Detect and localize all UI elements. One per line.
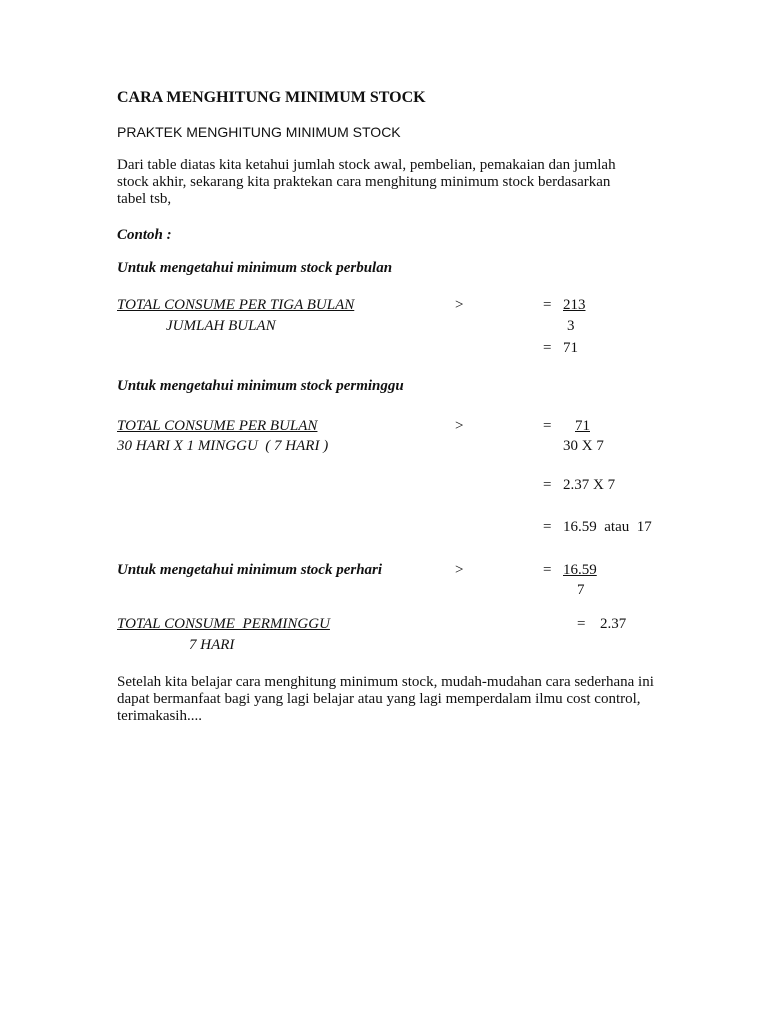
week-heading: Untuk mengetahui minimum stock perminggu bbox=[117, 378, 404, 394]
day-numerator-value: 16.59 bbox=[563, 562, 597, 578]
month-numerator-value: 213 bbox=[563, 297, 586, 313]
closing-line-3: terimakasih.... bbox=[117, 708, 202, 724]
week-eq-1: = bbox=[543, 418, 552, 434]
intro-line-2: stock akhir, sekarang kita praktekan cara menghitung minimum stock berdasarkan bbox=[117, 174, 611, 190]
month-result: 71 bbox=[563, 340, 578, 356]
month-heading: Untuk mengetahui minimum stock perbulan bbox=[117, 260, 393, 276]
month-denominator-value: 3 bbox=[567, 318, 575, 334]
day-heading: Untuk mengetahui minimum stock perhari bbox=[117, 562, 383, 578]
month-eq-2: = bbox=[543, 340, 552, 356]
month-denominator-label: JUMLAH BULAN bbox=[166, 318, 276, 334]
month-eq-1: = bbox=[543, 297, 552, 313]
day-arrow: > bbox=[455, 562, 464, 578]
day-numerator-label: TOTAL CONSUME PERMINGGU bbox=[117, 616, 330, 632]
day-denominator-value: 7 bbox=[577, 582, 585, 598]
document-subtitle: PRAKTEK MENGHITUNG MINIMUM STOCK bbox=[117, 124, 401, 140]
day-denominator-label: 7 HARI bbox=[189, 637, 235, 653]
week-step-result: 2.37 X 7 bbox=[563, 477, 616, 493]
week-final-result: 16.59 atau 17 bbox=[563, 519, 652, 535]
intro-line-3: tabel tsb, bbox=[117, 191, 172, 207]
closing-line-2: dapat bermanfaat bagi yang lagi belajar atau yang lagi memperdalam ilmu cost control, bbox=[117, 691, 641, 707]
day-result: 2.37 bbox=[600, 616, 627, 632]
week-arrow: > bbox=[455, 418, 464, 434]
week-eq-3: = bbox=[543, 519, 552, 535]
example-label: Contoh : bbox=[117, 227, 172, 243]
closing-line-1: Setelah kita belajar cara menghitung minimum stock, mudah-mudahan cara sederhana ini bbox=[117, 674, 654, 690]
day-eq-2: = bbox=[577, 616, 586, 632]
week-eq-2: = bbox=[543, 477, 552, 493]
week-numerator-label: TOTAL CONSUME PER BULAN bbox=[117, 418, 318, 434]
day-eq-1: = bbox=[543, 562, 552, 578]
week-numerator-value: 71 bbox=[575, 418, 590, 434]
document-title: CARA MENGHITUNG MINIMUM STOCK bbox=[117, 89, 426, 106]
month-numerator-label: TOTAL CONSUME PER TIGA BULAN bbox=[117, 297, 355, 313]
week-denominator-label: 30 HARI X 1 MINGGU ( 7 HARI ) bbox=[117, 438, 329, 454]
intro-line-1: Dari table diatas kita ketahui jumlah stock awal, pembelian, pemakaian dan jumlah bbox=[117, 157, 616, 173]
month-arrow: > bbox=[455, 297, 464, 313]
week-denominator-value: 30 X 7 bbox=[563, 438, 604, 454]
